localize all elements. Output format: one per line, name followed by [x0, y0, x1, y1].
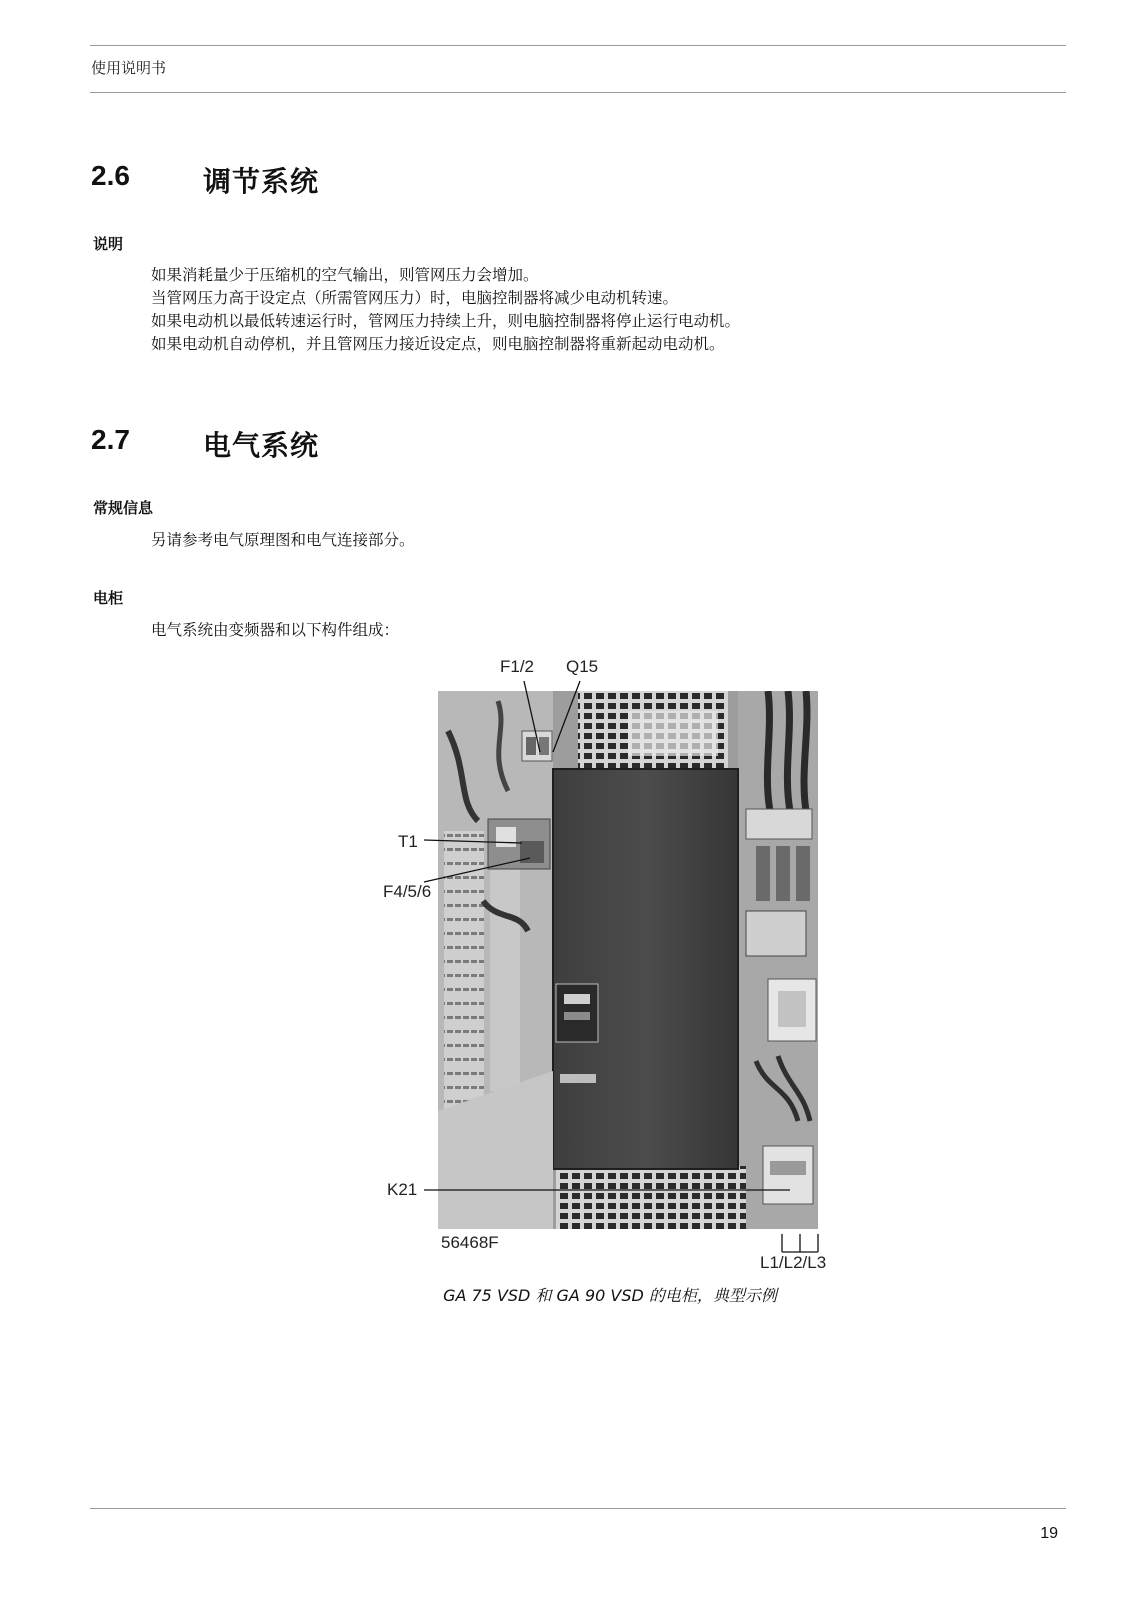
label-k21: K21 — [387, 1180, 418, 1199]
electrical-cabinet-photo — [438, 691, 818, 1229]
section-2-7-number: 2.7 — [91, 424, 130, 455]
figure-caption: GA 75 VSD 和 GA 90 VSD 的电柜，典型示例 — [443, 1286, 777, 1305]
subheading-cabinet: 电柜 — [93, 589, 124, 607]
header-bottom-rule — [90, 92, 1066, 93]
label-f4-5-6: F4/5/6 — [383, 882, 432, 901]
paragraph-line: 如果消耗量少于压缩机的空气输出，则管网压力会增加。 — [151, 266, 539, 284]
running-title: 使用说明书 — [91, 59, 167, 77]
label-l1-l2-l3: L1/L2/L3 — [760, 1253, 827, 1272]
page-number: 19 — [1040, 1525, 1058, 1542]
subheading-description: 说明 — [93, 235, 124, 253]
subheading-general-info: 常规信息 — [93, 499, 154, 517]
paragraph-line: 当管网压力高于设定点（所需管网压力）时，电脑控制器将减少电动机转速。 — [151, 289, 679, 307]
general-info-text: 另请参考电气原理图和电气连接部分。 — [151, 531, 415, 549]
photo-id: 56468F — [441, 1233, 499, 1252]
label-t1: T1 — [398, 832, 418, 851]
header-top-rule — [90, 45, 1066, 46]
paragraph-line: 如果电动机以最低转速运行时，管网压力持续上升，则电脑控制器将停止运行电动机。 — [151, 312, 741, 330]
regulation-paragraph — [151, 264, 740, 356]
paragraph-line: 如果电动机自动停机，并且管网压力接近设定点，则电脑控制器将重新起动电动机。 — [151, 335, 725, 353]
section-2-6-title: 调节系统 — [203, 165, 320, 198]
cabinet-text: 电气系统由变频器和以下构件组成： — [151, 621, 400, 639]
section-2-7-title: 电气系统 — [203, 429, 320, 462]
label-f1-2: F1/2 — [500, 657, 535, 676]
section-2-6-number: 2.6 — [91, 160, 130, 191]
footer-rule — [90, 1508, 1066, 1509]
label-q15: Q15 — [566, 657, 599, 676]
